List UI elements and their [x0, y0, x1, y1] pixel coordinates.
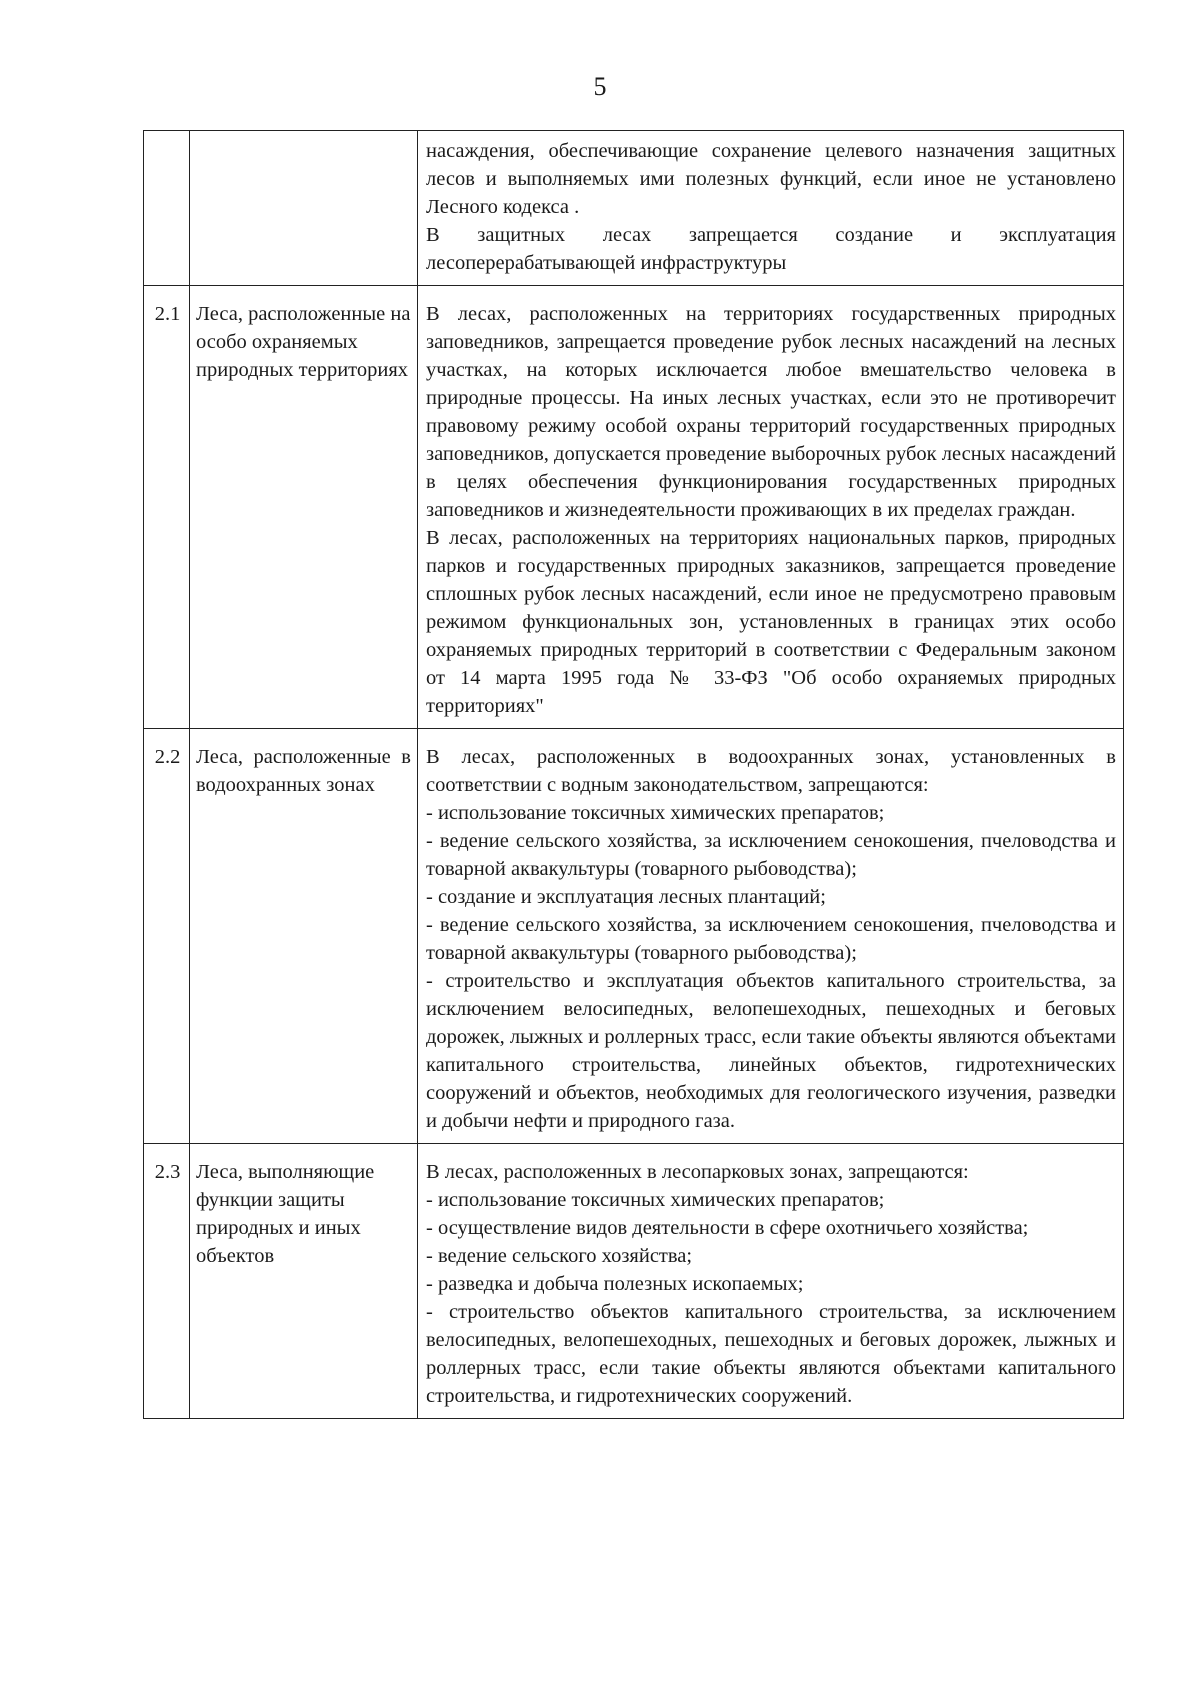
- table-row-continuation: [144, 131, 1124, 286]
- row-number-cell: 2.1: [144, 286, 190, 729]
- row-number-cell: [144, 131, 190, 286]
- row-category-cell: [190, 131, 418, 286]
- list-item: - ведение сельского хозяйства, за исключением сенокошения, пчеловодства и товарной аквакультуры (товарного рыбоводства);: [426, 830, 1116, 880]
- table-row-2-3: [144, 1144, 1124, 1419]
- paragraph: В лесах, расположенных на территориях национальных парков, природных парков и государственных природных заказников, запрещается проведение сплошных рубок лесных насаждений, если иное не предусмотрено правовым режимом функциональных зон, установленных в границах этих особо охраняемых природных территорий в соответствии с Федеральным законом от 14 марта 1995 года № 33-ФЗ "Об особо охраняемых природных территориях": [426, 527, 1116, 717]
- list-item: - строительство объектов капитального строительства, за исключением велосипедных, велопешеходных, пешеходных и беговых дорожек, лыжных и роллерных трасс, если такие объекты являются объектами капитального строительства, и гидротехнических сооружений.: [426, 1301, 1116, 1407]
- list-item: - создание и эксплуатация лесных плантаций;: [426, 886, 826, 908]
- paragraph: В лесах, расположенных в лесопарковых зонах, запрещаются:: [426, 1161, 969, 1183]
- row-description-cell: [418, 131, 1124, 286]
- table-row-2-2: [144, 729, 1124, 1144]
- paragraph: В лесах, расположенных на территориях государственных природных заповедников, запрещается проведение рубок лесных насаждений на лесных участках, на которых исключается любое вмешательство человека в природные процессы. На иных лесных участках, если это не противоречит правовому режиму особой охраны территорий государственных природных заповедников, допускается проведение выборочных рубок лесных насаждений в целях обеспечения функционирования государственных природных заповедников и жизнедеятельности проживающих в их пределах граждан.: [426, 303, 1116, 521]
- row-description-cell: [418, 729, 1124, 1144]
- list-item: - ведение сельского хозяйства, за исключением сенокошения, пчеловодства и товарной аквакультуры (товарного рыбоводства);: [426, 914, 1116, 964]
- row-category-cell: Леса, выполняющие функции защиты природных и иных объектов: [190, 1144, 418, 1419]
- forest-regulations-table: [143, 130, 1124, 1419]
- list-item: - осуществление видов деятельности в сфере охотничьего хозяйства;: [426, 1217, 1029, 1239]
- table-row-2-1: [144, 286, 1124, 729]
- page-number: 5: [593, 72, 607, 101]
- row-description-cell: [418, 1144, 1124, 1419]
- list-item: - использование токсичных химических препаратов;: [426, 802, 885, 824]
- paragraph: В защитных лесах запрещается создание и эксплуатация лесоперерабатывающей инфраструктуры: [426, 224, 1116, 274]
- row-number-cell: 2.2: [144, 729, 190, 1144]
- paragraph: В лесах, расположенных в водоохранных зонах, установленных в соответствии с водным законодательством, запрещаются:: [426, 746, 1116, 796]
- list-item: - разведка и добыча полезных ископаемых;: [426, 1273, 804, 1295]
- list-item: - использование токсичных химических препаратов;: [426, 1189, 885, 1211]
- list-item: - строительство и эксплуатация объектов капитального строительства, за исключением велосипедных, велопешеходных, пешеходных и беговых дорожек, лыжных и роллерных трасс, если такие объекты являются объектами капитального строительства, линейных объектов, гидротехнических сооружений и объектов, необходимых для геологического изучения, разведки и добычи нефти и природного газа.: [426, 970, 1116, 1132]
- paragraph: насаждения, обеспечивающие сохранение целевого назначения защитных лесов и выполняемых ими полезных функций, если иное не установлено Лесного кодекса .: [426, 140, 1116, 218]
- row-number-cell: 2.3: [144, 1144, 190, 1419]
- row-category-cell: Леса, расположенные на особо охраняемых природных территориях: [190, 286, 418, 729]
- row-category-cell: Леса, расположенные в водоохранных зонах: [190, 729, 418, 1144]
- list-item: - ведение сельского хозяйства;: [426, 1245, 693, 1267]
- row-description-cell: [418, 286, 1124, 729]
